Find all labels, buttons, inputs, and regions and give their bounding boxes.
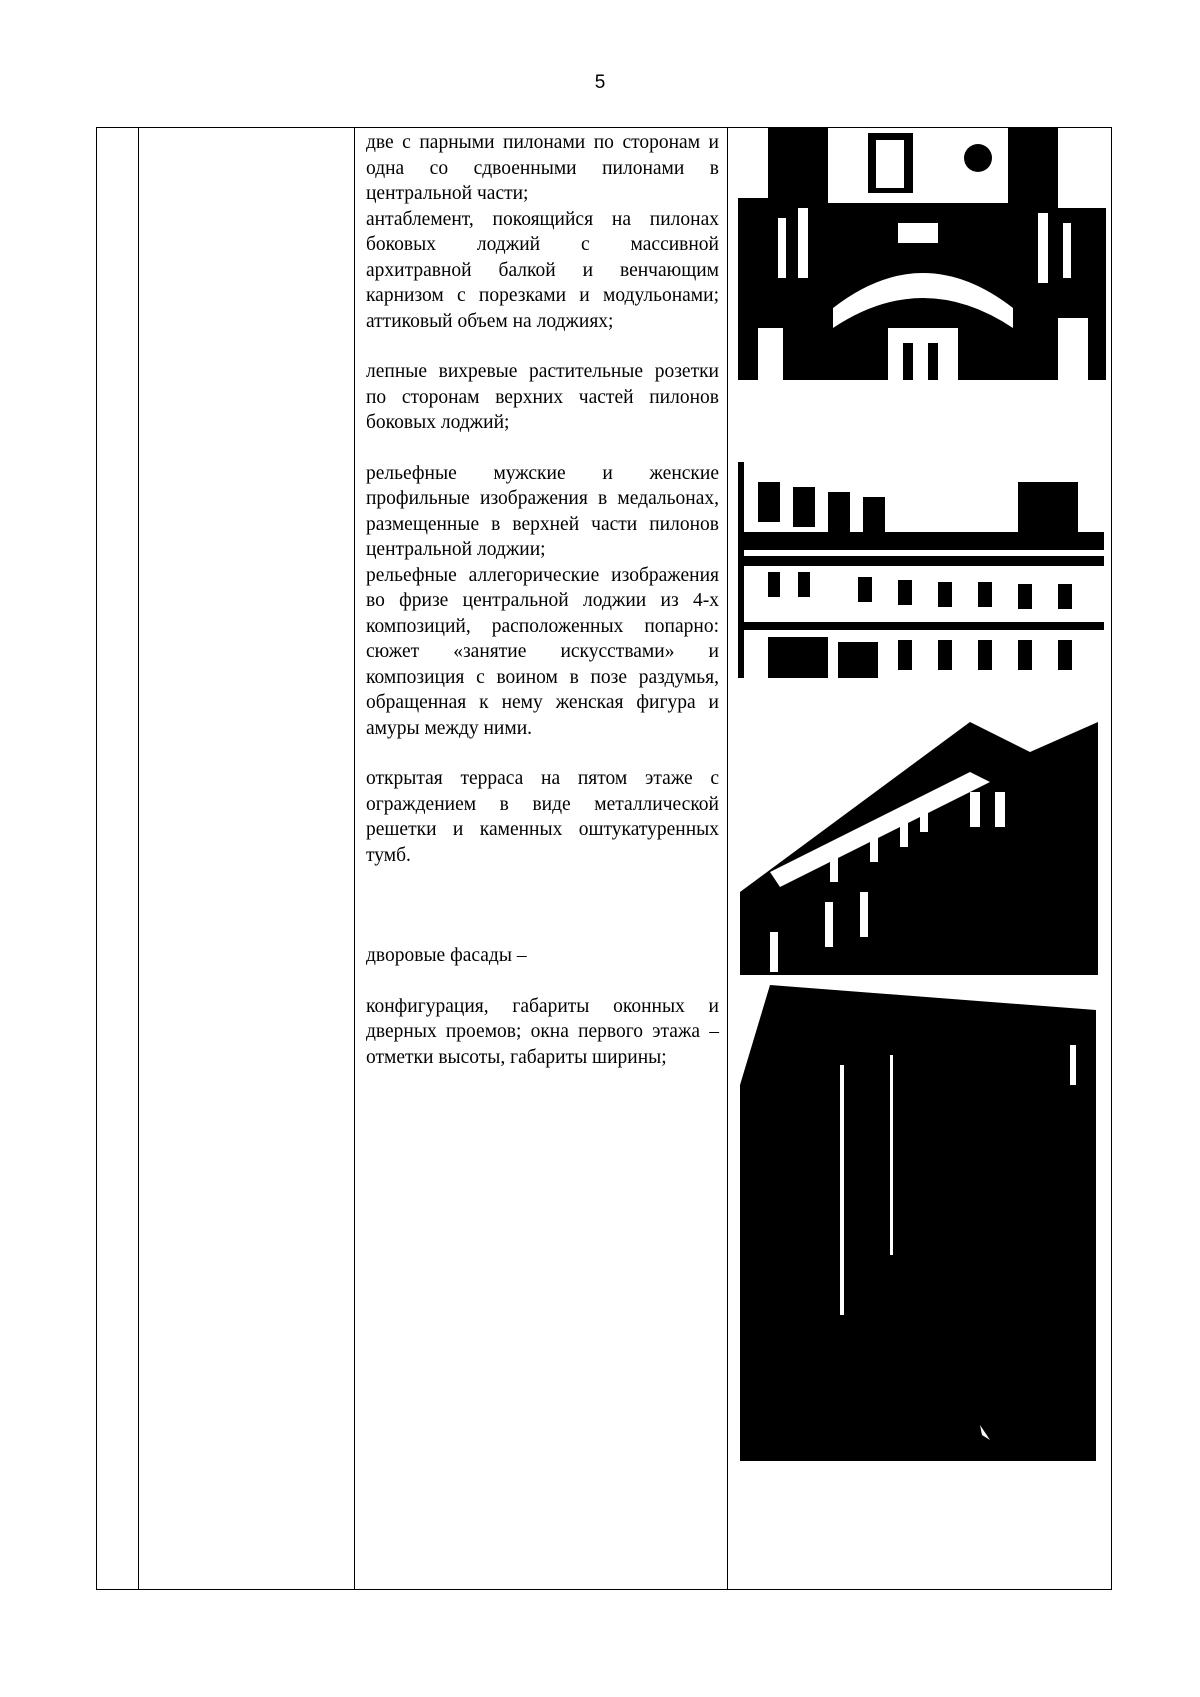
column-divider-2	[354, 128, 355, 1589]
paragraph-courtyard-details: конфигурация, габариты оконных и дверных проемов; окна первого этажа – отметки высоты, габариты ширины;	[366, 995, 719, 1068]
column-divider-1	[138, 128, 139, 1589]
paragraph-rosettes: лепные вихревые растительные розетки по сторонам верхних частей пилонов боковых лоджий;	[366, 361, 719, 433]
paragraph-medallions: рельефные мужские и женские профильные изображения в медальонах, размещенные в верхней части пилонов центральной лоджии;	[366, 462, 719, 560]
column-divider-3	[727, 128, 728, 1589]
paragraph-entablature: антаблемент, покоящийся на пилонах боковых лоджий с массивной архитравной балкой и венчающим карнизом с порезками и модульонами; аттиковый объем на лоджиях;	[366, 208, 719, 332]
paragraph-terrace: открытая терраса на пятом этаже с ограждением в виде металлической решетки и каменных оштукатуренных тумб.	[366, 768, 719, 866]
description-column	[366, 130, 719, 1070]
street-facade-photo	[738, 462, 1104, 678]
courtyard-facade-photo	[740, 985, 1096, 1461]
paragraph-allegorical-frieze: рельефные аллегорические изображения во фризе центральной лоджии из 4-х композиций, расположенных попарно: сюжет «занятие искусствами» и композиция с воином в позе раздумья, обращенная к нему женская фигура и амуры между ними.	[366, 564, 719, 739]
terrace-corner-photo	[740, 722, 1098, 975]
paragraph-loggias: две с парными пилонами по сторонам и одна со сдвоенными пилонами в центральной части;	[366, 132, 719, 204]
paragraph-courtyard-heading: дворовые фасады –	[366, 945, 527, 966]
loggia-photo	[738, 128, 1106, 380]
page-number: 5	[594, 72, 606, 93]
